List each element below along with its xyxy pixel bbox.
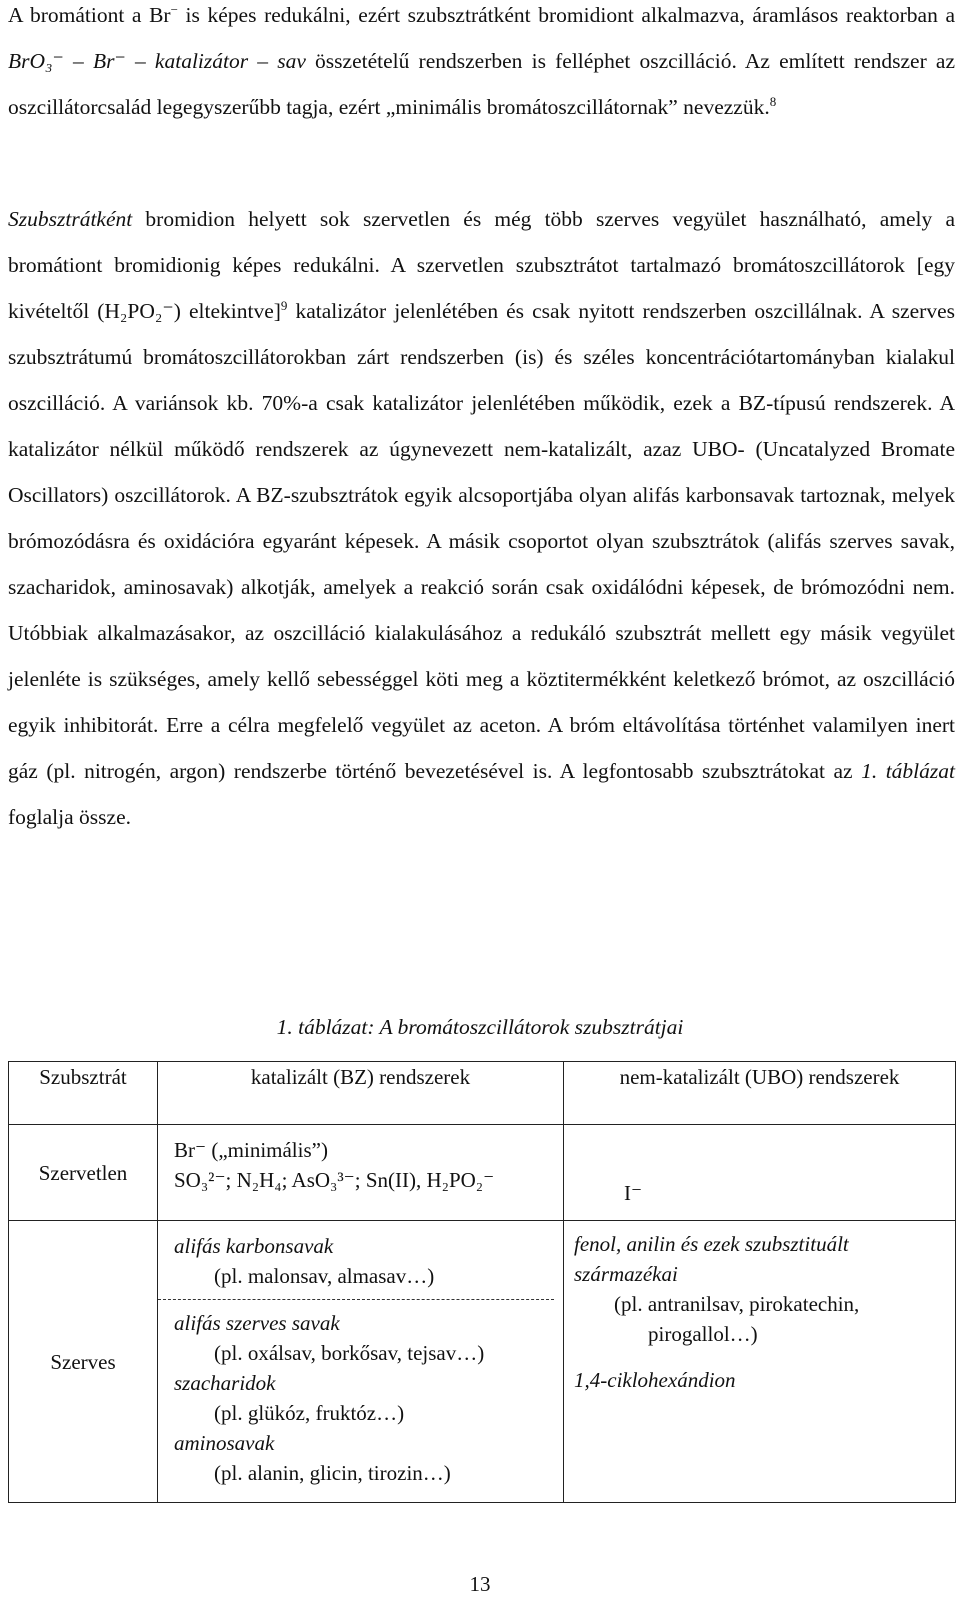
text-run: bromidion helyett sok szervetlen és még több szerves vegyület használható, amely a bromátiont bromidionig képes redukálni. A szervetlen szubsztrátot tartalmazó bromátoszcillátorok [egy kivételtől (H₂PO₂⁻) eltekintve] [8, 207, 955, 323]
table-reference: 1. táblázat [861, 759, 955, 783]
cell-inorganic-ubo [564, 1125, 956, 1221]
table-row-organic [9, 1221, 956, 1503]
group-title: alifás karbonsavak [174, 1234, 334, 1258]
group-examples: (pl. oxálsav, borkősav, tejsav…) [214, 1341, 485, 1365]
header-catalyzed: katalizált (BZ) rendszerek [158, 1062, 564, 1125]
footnote-ref: 9 [280, 297, 288, 313]
table-row-inorganic [9, 1125, 956, 1221]
group-examples: (pl. alanin, glicin, tirozin…) [214, 1461, 451, 1485]
ubo-group-title: fenol, anilin és ezek szubsztituált származékai [574, 1232, 849, 1286]
text-run: foglalja össze. [8, 805, 131, 829]
dashed-divider [158, 1299, 554, 1300]
ubo-examples: (pl. antranilsav, pirokatechin, [614, 1292, 860, 1316]
substrate-table [8, 1061, 956, 1503]
row-label-inorganic: Szervetlen [9, 1125, 158, 1221]
header-substrate: Szubsztrát [9, 1062, 158, 1125]
group-title: alifás szerves savak [174, 1311, 340, 1335]
text-run: A bromátiont a Br [8, 3, 171, 27]
cell-organic-bz [158, 1221, 564, 1503]
header-uncatalyzed: nem-katalizált (UBO) rendszerek [564, 1062, 956, 1125]
page-number: 13 [469, 1572, 491, 1596]
group-examples: (pl. malonsav, almasav…) [214, 1264, 435, 1288]
system-formula: BrO₃⁻ – Br⁻ – katalizátor – sav [8, 49, 306, 73]
paragraph-substrates [8, 196, 955, 840]
group-title: szacharidok [174, 1371, 276, 1395]
inorganic-bz-formulas: SO₃²⁻; N₂H₄; AsO₃³⁻; Sn(II), H₂PO₂⁻ [174, 1168, 495, 1192]
ubo-examples: pirogallol…) [648, 1322, 758, 1346]
group-title: aminosavak [174, 1431, 275, 1455]
inorganic-bz-line: Br⁻ („minimális”) [174, 1138, 328, 1162]
ubo-other-substrate: 1,4-ciklohexándion [574, 1368, 736, 1392]
term-substrate: Szubsztrátként [8, 207, 133, 231]
text-run: összetételű rendszerben is felléphet oszcilláció. Az említett rendszer az oszcillátorcsalád legegyszerűbb tagja, ezért „minimális bromátoszcillátornak” nevezzük. [8, 49, 956, 119]
footnote-ref: 8 [769, 93, 777, 109]
row-label-organic: Szerves [9, 1221, 158, 1503]
cell-organic-ubo [564, 1221, 956, 1503]
table-caption: 1. táblázat: A bromátoszcillátorok szubsztrátjai [276, 1015, 684, 1039]
text-run: katalizátor jelenlétében és csak nyitott rendszerben oszcillálnak. A szerves szubsztrátumú bromátoszcillátorokban zárt rendszerben (is) és széles koncentrációtartományban kialakul oszcilláció. A variánsok kb. 70%-a csak katalizátor jelenlétében működik, ezek a BZ-típusú rendszerek. A katalizátor nélkül működő rendszerek az úgynevezett nem-katalizált, azaz UBO- (Uncatalyzed Bromate Oscillators) oszcillátorok. A BZ-szubsztrátok egyik alcsoportjába olyan alifás karbonsavak tartoznak, melyek brómozódásra és oxidációra egyaránt képesek. A másik csoportot olyan szubsztrátok (alifás szerves savak, szacharidok, aminosavak) alkotják, amelyek a reakció során csak oxidálódni képesek, de brómozódni nem. Utóbbiak alkalmazásakor, az oszcilláció kialakulásához a redukáló szubsztrát mellett egy másik vegyület jelenléte is szükséges, amely kellő sebességgel köti meg a köztitermékként keletkező brómot, az oszcilláció egyik inhibitorát. Erre a célra megfelelő vegyület az aceton. A bróm eltávolítása történhet valamilyen inert gáz (pl. nitrogén, argon) rendszerbe történő bevezetésével is. A legfontosabb szubsztrátokat az [8, 299, 955, 783]
group-examples: (pl. glükóz, fruktóz…) [214, 1401, 405, 1425]
table-header-row [9, 1062, 956, 1125]
cell-inorganic-bz [158, 1125, 564, 1221]
paragraph-minimal-oscillator: A bromátiont a Br− is képes redukálni, ezért szubsztrátként bromidiont alkalmazva, áramlásos reaktorban a BrO₃⁻ – Br⁻ – katalizátor – sav összetételű rendszerben is felléphet oszcilláció. Az említett rendszer az oszcillátorcsalád legegyszerűbb tagja, ezért „minimális bromátoszcillátornak” nevezzük.$^8$ [8, 1, 956, 119]
iodide-formula: I⁻ [624, 1181, 643, 1205]
text-run: is képes redukálni, ezért szubsztrátként bromidiont alkalmazva, áramlásos reaktorban a [177, 3, 955, 27]
